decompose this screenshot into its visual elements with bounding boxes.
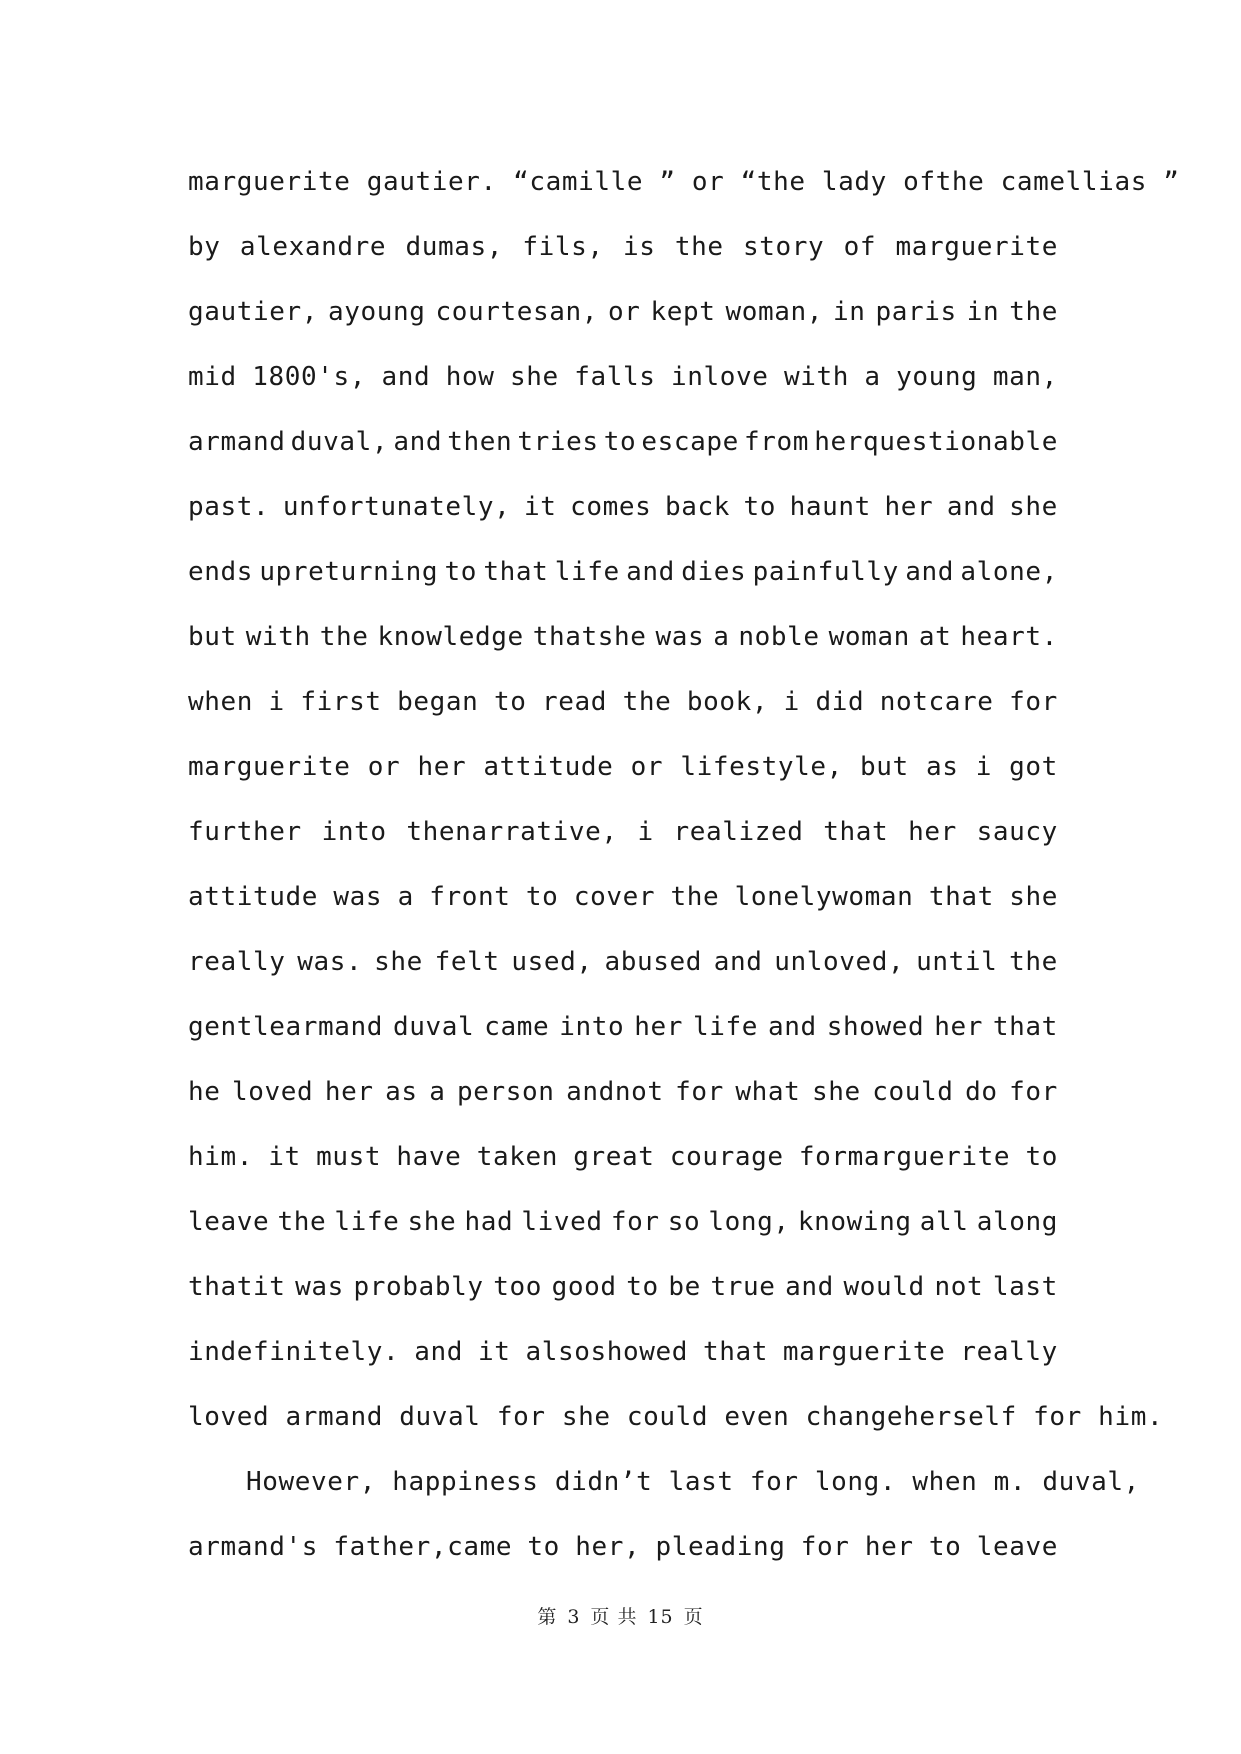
text-line: leave the life she had lived for so long, knowing all along [188,1207,1058,1237]
page-label-mid: 页 共 [590,1606,638,1628]
page-label-suffix: 页 [683,1606,704,1628]
text-line: gautier, ayoung courtesan, or kept woman, in paris in the [188,297,1058,327]
text-line: gentlearmand duval came into her life and showed her that [188,1012,1058,1042]
text-line: mid 1800's, and how she falls inlove with a young man, [188,362,1058,392]
text-line: him. it must have taken great courage formarguerite to [188,1142,1058,1172]
body-text [188,150,1180,1580]
text-line-paragraph-start: However, happiness didn’t last for long. when m. duval, [246,1467,1140,1497]
current-page-number: 3 [567,1606,581,1628]
text-line: by alexandre dumas, fils, is the story of marguerite [188,232,1058,262]
text-line: marguerite or her attitude or lifestyle, but as i got [188,752,1058,782]
text-line: but with the knowledge thatshe was a noble woman at heart. [188,622,1058,652]
text-line: marguerite gautier. “camille ” or “the lady ofthe camellias ” [188,167,1180,197]
text-line: indefinitely. and it alsoshowed that marguerite really [188,1337,1058,1367]
page-number-footer [0,1602,1241,1629]
text-line: further into thenarrative, i realized that her saucy [188,817,1058,847]
page-label-prefix: 第 [537,1606,558,1628]
text-line: ends upreturning to that life and dies painfully and alone, [188,557,1058,587]
text-line: past. unfortunately, it comes back to haunt her and she [188,492,1058,522]
text-line: armand's father,came to her, pleading for her to leave [188,1532,1058,1562]
text-line: armand duval, and then tries to escape from herquestionable [188,427,1058,457]
text-line: he loved her as a person andnot for what she could do for [188,1077,1058,1107]
text-line: thatit was probably too good to be true and would not last [188,1272,1058,1302]
text-line: loved armand duval for she could even changeherself for him. [188,1402,1164,1432]
total-pages-number: 15 [647,1606,674,1628]
text-line: attitude was a front to cover the lonelywoman that she [188,882,1058,912]
text-line: when i first began to read the book, i did notcare for [188,687,1058,717]
text-line: really was. she felt used, abused and unloved, until the [188,947,1058,977]
